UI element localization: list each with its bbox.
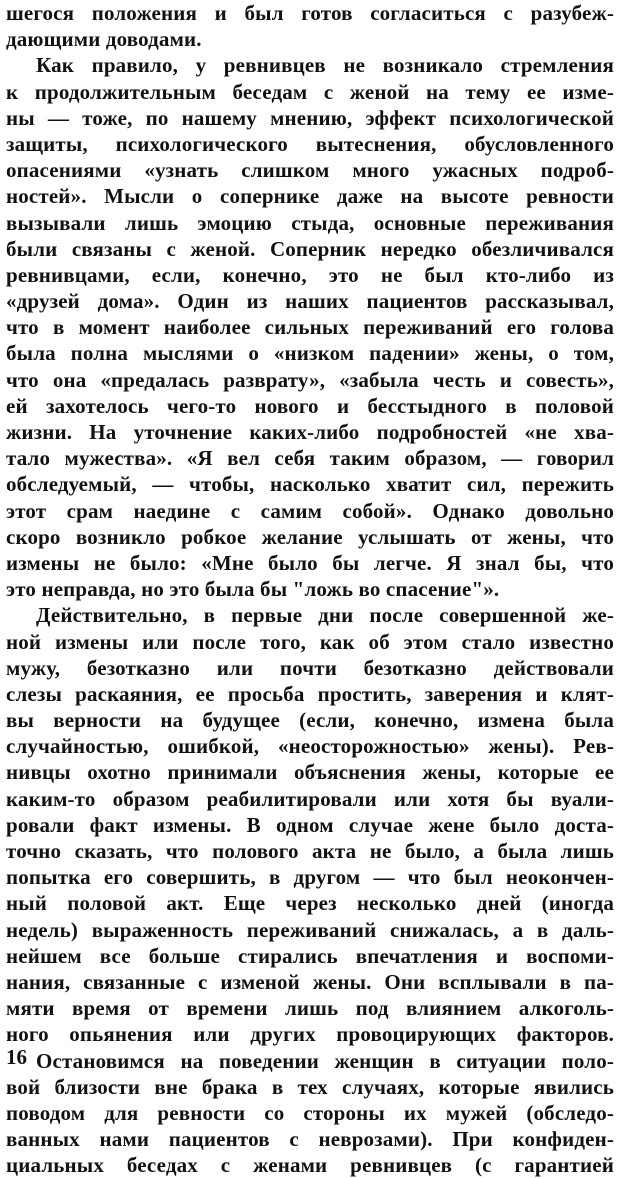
text-line: нейшем все больше стирались впечатления и воспоми- bbox=[6, 943, 614, 968]
page-number: 16 bbox=[6, 1045, 27, 1069]
text-line: измены не было: «Мне было бы легче. Я знал бы, что bbox=[6, 550, 614, 575]
text-line: скоро возникло робкое желание услышать от жены, что bbox=[6, 524, 614, 549]
text-line: ный половой акт. Еще через несколько дней (иногда bbox=[6, 891, 614, 916]
text-line: этот срам наедине с самим собой». Однако довольно bbox=[6, 498, 614, 523]
text-line: вы верности на будущее (если, конечно, измена была bbox=[6, 708, 614, 733]
text-line: ровали факт измены. В одном случае жене было доста- bbox=[6, 812, 614, 837]
text-line: попытка его совершить, в другом — что был неокончен- bbox=[6, 865, 614, 890]
text-line: опасениями «узнать слишком много ужасных подроб- bbox=[6, 158, 614, 183]
text-line: недель) выраженность переживаний снижалась, а в даль- bbox=[6, 917, 614, 942]
text-line: тало мужества». «Я вел себя таким образом, — говорил bbox=[6, 446, 614, 471]
text-line: ванных нами пациентов с неврозами). При конфиден- bbox=[6, 1127, 614, 1152]
paragraph-first-line: Как правило, у ревнивцев не возникало стремления bbox=[36, 53, 614, 78]
body-text bbox=[6, 0, 614, 1178]
text-line: каким-то образом реабилитировали или хотя бы вуали- bbox=[6, 786, 614, 811]
text-line: поводом для ревности со стороны их мужей (обследо- bbox=[6, 1100, 614, 1125]
paragraph-first-line: Остановимся на поведении женщин в ситуации поло- bbox=[36, 1048, 614, 1073]
text-line: слезы раскаяния, ее просьба простить, заверения и клят- bbox=[6, 681, 614, 706]
text-line: ревнивцами, если, конечно, это не был кто-либо из bbox=[6, 262, 614, 287]
text-line: шегося положения и был готов согласиться с разубеж- bbox=[6, 1, 614, 25]
text-line: жизни. На уточнение каких-либо подробностей «не хва- bbox=[6, 420, 614, 444]
text-line: вой близости вне брака в тех случаях, которые явились bbox=[6, 1074, 614, 1099]
text-line: нивцы охотно принимали объяснения жены, которые ее bbox=[6, 760, 614, 785]
text-line: ного опьянения или других провоцирующих факторов. bbox=[6, 1022, 614, 1047]
text-line: что в момент наиболее сильных переживаний его голова bbox=[6, 315, 614, 340]
text-line: к продолжительным беседам с женой на тему ее изме- bbox=[6, 79, 614, 104]
text-line: обследуемый, — чтобы, насколько хватит сил, пережить bbox=[6, 472, 614, 497]
text-line: ностей». Мысли о сопернике даже на высоте ревности bbox=[6, 184, 614, 209]
text-line: были связаны с женой. Соперник нередко обезличивался bbox=[6, 236, 614, 261]
text-line: «друзей дома». Один из наших пациентов рассказывал, bbox=[6, 289, 614, 314]
text-line: мужу, безотказно или почти безотказно действовали bbox=[6, 655, 614, 680]
text-line: вызывали лишь эмоцию стыда, основные переживания bbox=[6, 210, 614, 235]
text-line: ей захотелось чего-то нового и бесстыдного в половой bbox=[6, 393, 614, 418]
text-line: ны — тоже, по нашему мнению, эффект психологической bbox=[6, 105, 614, 130]
text-line: ной измены или после того, как об этом стало известно bbox=[6, 629, 614, 654]
text-line: циальных беседах с женами ревнивцев (с гарантией bbox=[6, 1153, 614, 1178]
paragraph-first-line: Действительно, в первые дни после совершенной же- bbox=[36, 603, 614, 628]
text-line: нания, связанные с изменой жены. Они всплывали в па- bbox=[6, 969, 614, 994]
text-line: защиты, психологического вытеснения, обусловленного bbox=[6, 131, 614, 156]
text-line: что она «предалась разврату», «забыла честь и совесть», bbox=[6, 367, 614, 392]
text-line: точно сказать, что полового акта не было, а была лишь bbox=[6, 839, 614, 863]
text-line: случайностью, ошибкой, «неосторожностью» жены). Рев- bbox=[6, 734, 614, 759]
text-line: была полна мыслями о «низком падении» жены, о том, bbox=[6, 341, 614, 366]
text-line: дающими доводами. bbox=[6, 27, 202, 52]
text-line: это неправда, но это была бы "ложь во спасение"». bbox=[6, 577, 500, 602]
text-line: мяти время от времени лишь под влиянием алкоголь- bbox=[6, 996, 614, 1021]
